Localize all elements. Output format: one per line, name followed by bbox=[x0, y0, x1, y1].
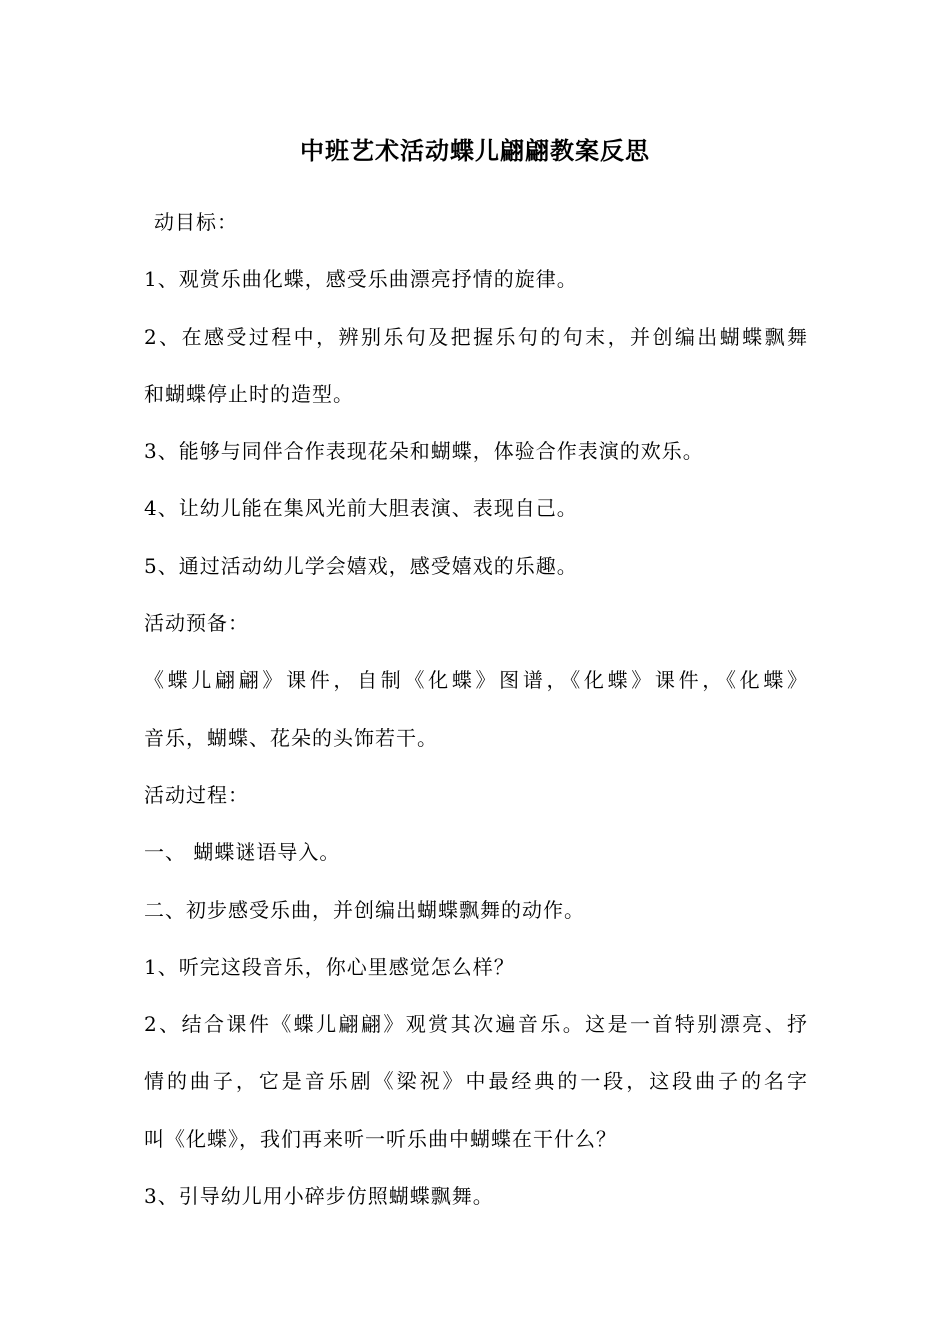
paragraph-line: 和蝴蝶停止时的造型。 bbox=[144, 381, 354, 406]
paragraph-line: 一、 蝴蝶谜语导入。 bbox=[144, 840, 341, 865]
paragraph-line: 2、在感受过程中，辨别乐句及把握乐句的句末，并创编出蝴蝶飘舞 bbox=[144, 324, 808, 349]
paragraph-line: 2、结合课件《蝶儿翩翩》观赏其次遍音乐。这是一首特别漂亮、抒 bbox=[144, 1012, 808, 1037]
paragraph-line: 情的曲子，它是音乐剧《梁祝》中最经典的一段，这段曲子的名字 bbox=[144, 1069, 808, 1094]
paragraph-line: 1、听完这段音乐，你心里感觉怎么样？ bbox=[144, 954, 515, 979]
document-title: 中班艺术活动蝶儿翩翩教案反思 bbox=[300, 137, 650, 165]
paragraph-line: 4、让幼儿能在集风光前大胆表演、表现自己。 bbox=[144, 496, 578, 521]
document-body bbox=[144, 205, 808, 1236]
paragraph-line: 叫《化蝶》，我们再来听一听乐曲中蝴蝶在干什么？ bbox=[144, 1126, 617, 1151]
paragraph-line: 《蝶儿翩翩》课件，自制《化蝶》图谱，《化蝶》课件，《化蝶》 bbox=[144, 668, 808, 693]
paragraph-line: 音乐，蝴蝶、花朵的头饰若干。 bbox=[144, 725, 438, 750]
paragraph-line: 3、引导幼儿用小碎步仿照蝴蝶飘舞。 bbox=[144, 1184, 494, 1209]
paragraph-line: 动目标： bbox=[154, 210, 238, 234]
paragraph-line: 活动预备： bbox=[144, 611, 249, 636]
paragraph-line: 1、观赏乐曲化蝶，感受乐曲漂亮抒情的旋律。 bbox=[144, 267, 578, 292]
paragraph-line: 活动过程： bbox=[144, 782, 249, 807]
paragraph-line: 二、初步感受乐曲，并创编出蝴蝶飘舞的动作。 bbox=[144, 897, 585, 922]
paragraph-line: 5、通过活动幼儿学会嬉戏，感受嬉戏的乐趣。 bbox=[144, 553, 578, 578]
paragraph-line: 3、能够与同伴合作表现花朵和蝴蝶，体验合作表演的欢乐。 bbox=[144, 439, 704, 464]
